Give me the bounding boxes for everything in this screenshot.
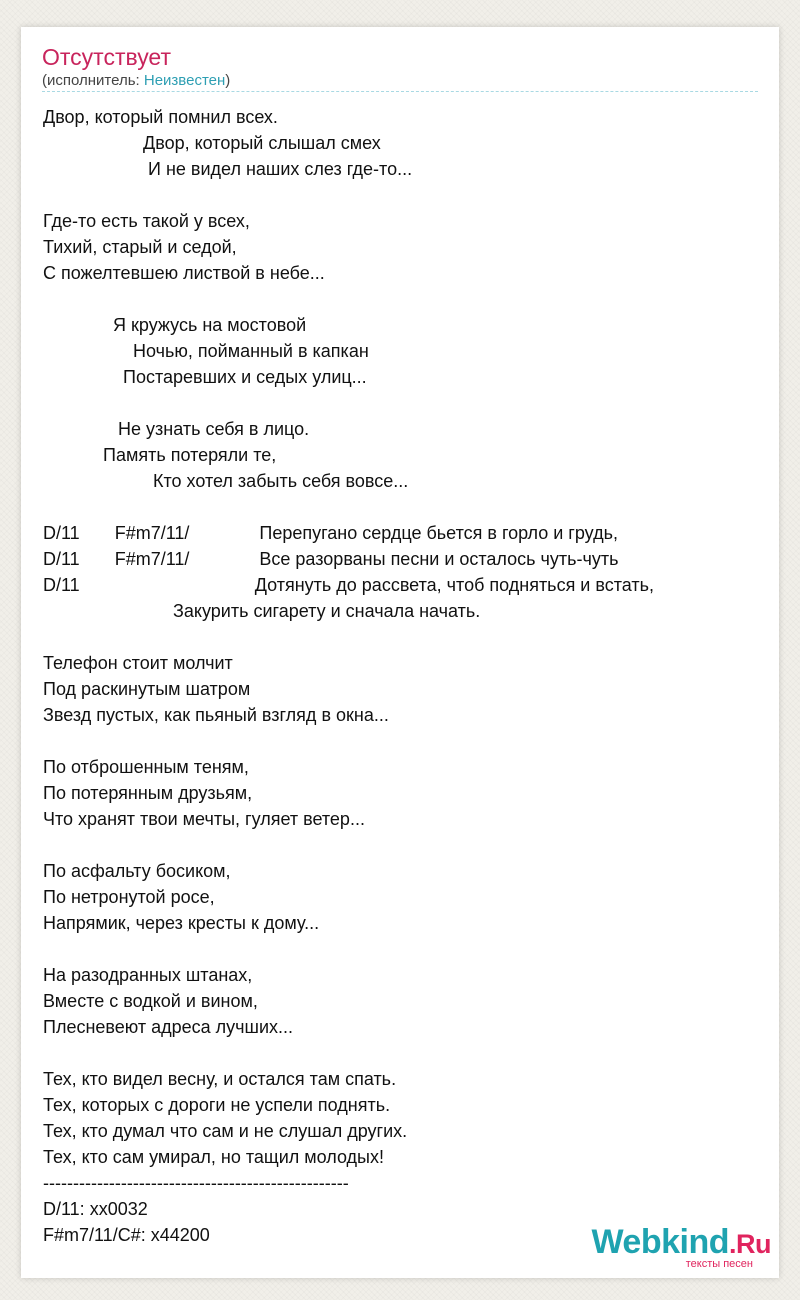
logo-word: Webkind bbox=[591, 1223, 729, 1261]
logo-tagline: тексты песен bbox=[685, 1258, 753, 1270]
site-logo[interactable] bbox=[591, 1225, 771, 1270]
artist-line bbox=[42, 72, 230, 90]
artist-suffix: ) bbox=[225, 72, 231, 89]
lyrics-card bbox=[21, 27, 779, 1278]
logo-tld: .Ru bbox=[729, 1229, 771, 1259]
song-title: Отсутствует bbox=[42, 44, 171, 70]
lyrics-text: Двор, который помнил всех. Двор, который слышал смех И не видел наших слез где-то... Где-то есть такой у всех, Тихий, старый и седой, С пожелтевшею листвой в небе... Я кружусь на мостовой Ночью, пойманный в капкан Постаревших и седых улиц... Не узнать себя в лицо. Память потеряли те, Кто хотел забыть себя вовсе... D/11 F#m7/11/ Перепугано сердце бьется в горло и грудь, D/11 F#m7/11/ Все разорваны песни и осталось чуть-чуть D/11 Дотянуть до рассвета, чтоб подняться и встать, Закурить сигарету и сначала начать. Телефон стоит молчит Под раскинутым шатром Звезд пустых, как пьяный взгляд в окна... По отброшенным теням, По потерянным друзьям, Что хранят твои мечты, гуляет ветер... По асфальту босиком, По нетронутой росе, Напрямик, через кресты к дому... На разодранных штанах, Вместе с водкой и вином, Плесневеют адреса лучших... Тех, кто видел весну, и остался там спать. Тех, которых с дороги не успели поднять. Тех, кто думал что сам и не слушал других. Тех, кто сам умирал, но тащил молодых! --------------------------------------------------- D/11: xx0032 F#m7/11/C#: x44200 bbox=[43, 107, 655, 1245]
artist-prefix: (исполнитель: bbox=[42, 72, 144, 89]
artist-link[interactable]: Неизвестен bbox=[143, 72, 226, 89]
header-divider bbox=[42, 91, 758, 92]
logo-wordmark bbox=[591, 1225, 771, 1261]
